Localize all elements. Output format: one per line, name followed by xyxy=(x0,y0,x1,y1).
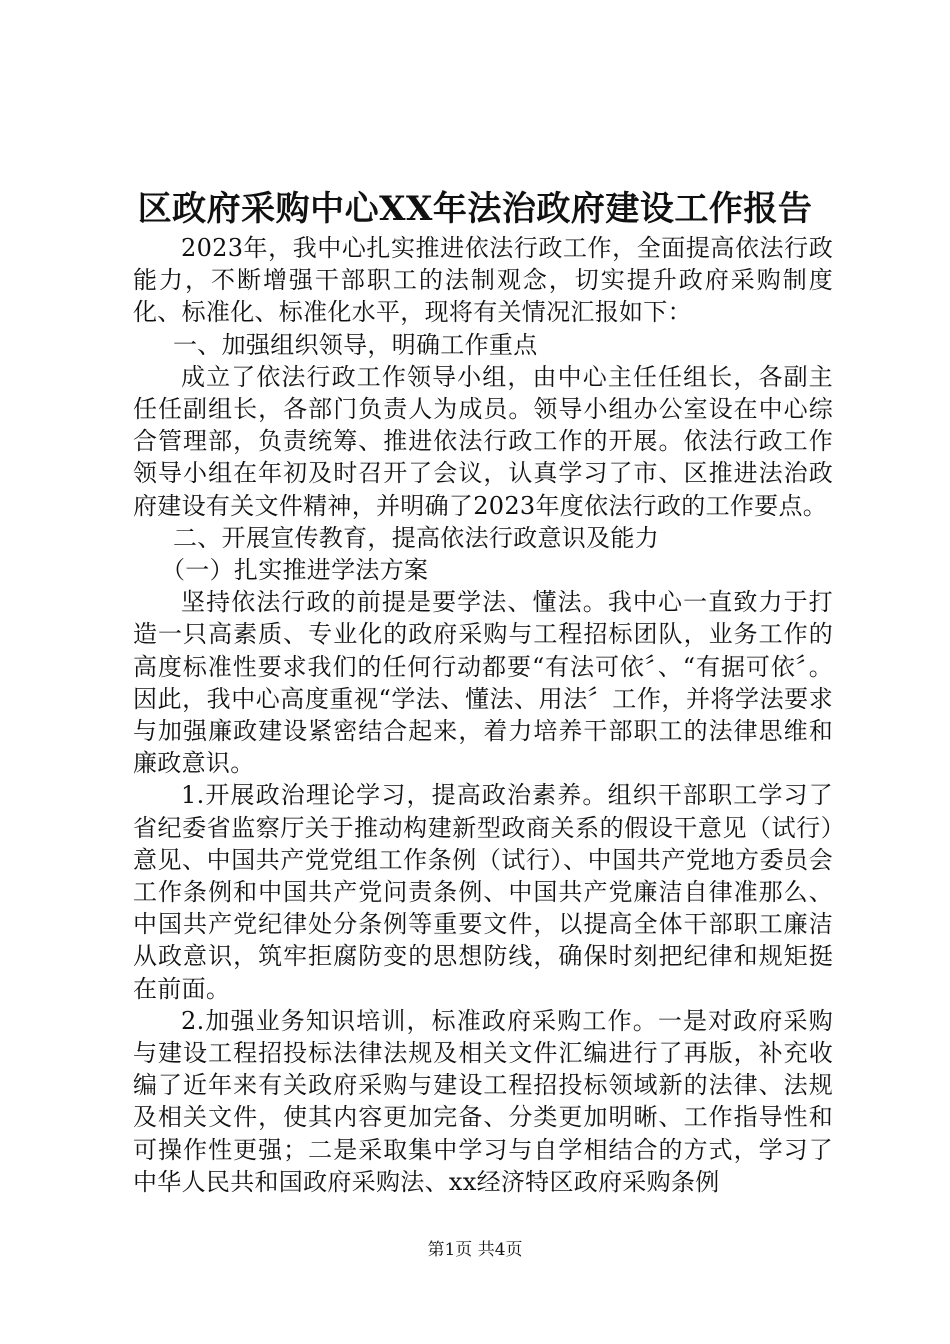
document-body xyxy=(133,232,833,1198)
subsection-1-paragraph: 坚持依法行政的前提是要学法、懂法。我中心一直致力于打造一只高素质、专业化的政府采购与工程招标团队，业务工作的高度标准性要求我们的任何行动都要“有法可依〞、“有据可依〞。因此，我中心高度重视“学法、懂法、用法〞工作，并将学法要求与加强廉政建设紧密结合起来，着力培养干部职工的法律思维和廉政意识。 xyxy=(133,588,833,778)
item-2-paragraph: 2.加强业务知识培训，标准政府采购工作。一是对政府采购与建设工程招投标法律法规及相关文件汇编进行了再版，补充收编了近年来有关政府采购与建设工程招投标领域新的法律、法规及相关文件，使其内容更加完备、分类更加明晰、工作指导性和可操作性更强；二是采取集中学习与自学相结合的方式，学习了中华人民共和国政府采购法、xx经济特区政府采购条例 xyxy=(133,1006,833,1196)
page-footer: 第1页 共4页 xyxy=(427,1240,523,1260)
document-title: 区政府采购中心XX年法治政府建设工作报告 xyxy=(137,189,813,229)
section-heading-2: 二、开展宣传教育，提高依法行政意识及能力 xyxy=(173,523,659,552)
intro-paragraph: 2023年，我中心扎实推进依法行政工作，全面提高依法行政能力，不断增强干部职工的法制观念，切实提升政府采购制度化、标准化、标准化水平，现将有关情况汇报如下： xyxy=(133,234,833,327)
item-1-paragraph: 1.开展政治理论学习，提高政治素养。组织干部职工学习了省纪委省监察厅关于推动构建新型政商关系的假设干意见（试行）意见、中国共产党党组工作条例（试行）、中国共产党地方委员会工作条例和中国共产党问责条例、中国共产党廉洁自律准那么、中国共产党纪律处分条例等重要文件，以提高全体干部职工廉洁从政意识，筑牢拒腐防变的思想防线，确保时刻把纪律和规矩挺在前面。 xyxy=(133,781,833,1003)
section-1-paragraph: 成立了依法行政工作领导小组，由中心主任任组长，各副主任任副组长，各部门负责人为成员。领导小组办公室设在中心综合管理部，负责统筹、推进依法行政工作的开展。依法行政工作领导小组在年初及时召开了会议，认真学习了市、区推进法治政府建设有关文件精神，并明确了2023年度依法行政的工作要点。 xyxy=(133,362,833,520)
subsection-heading-1: （一）扎实推进学法方案 xyxy=(161,556,429,585)
section-heading-1: 一、加强组织领导，明确工作重点 xyxy=(173,330,538,359)
